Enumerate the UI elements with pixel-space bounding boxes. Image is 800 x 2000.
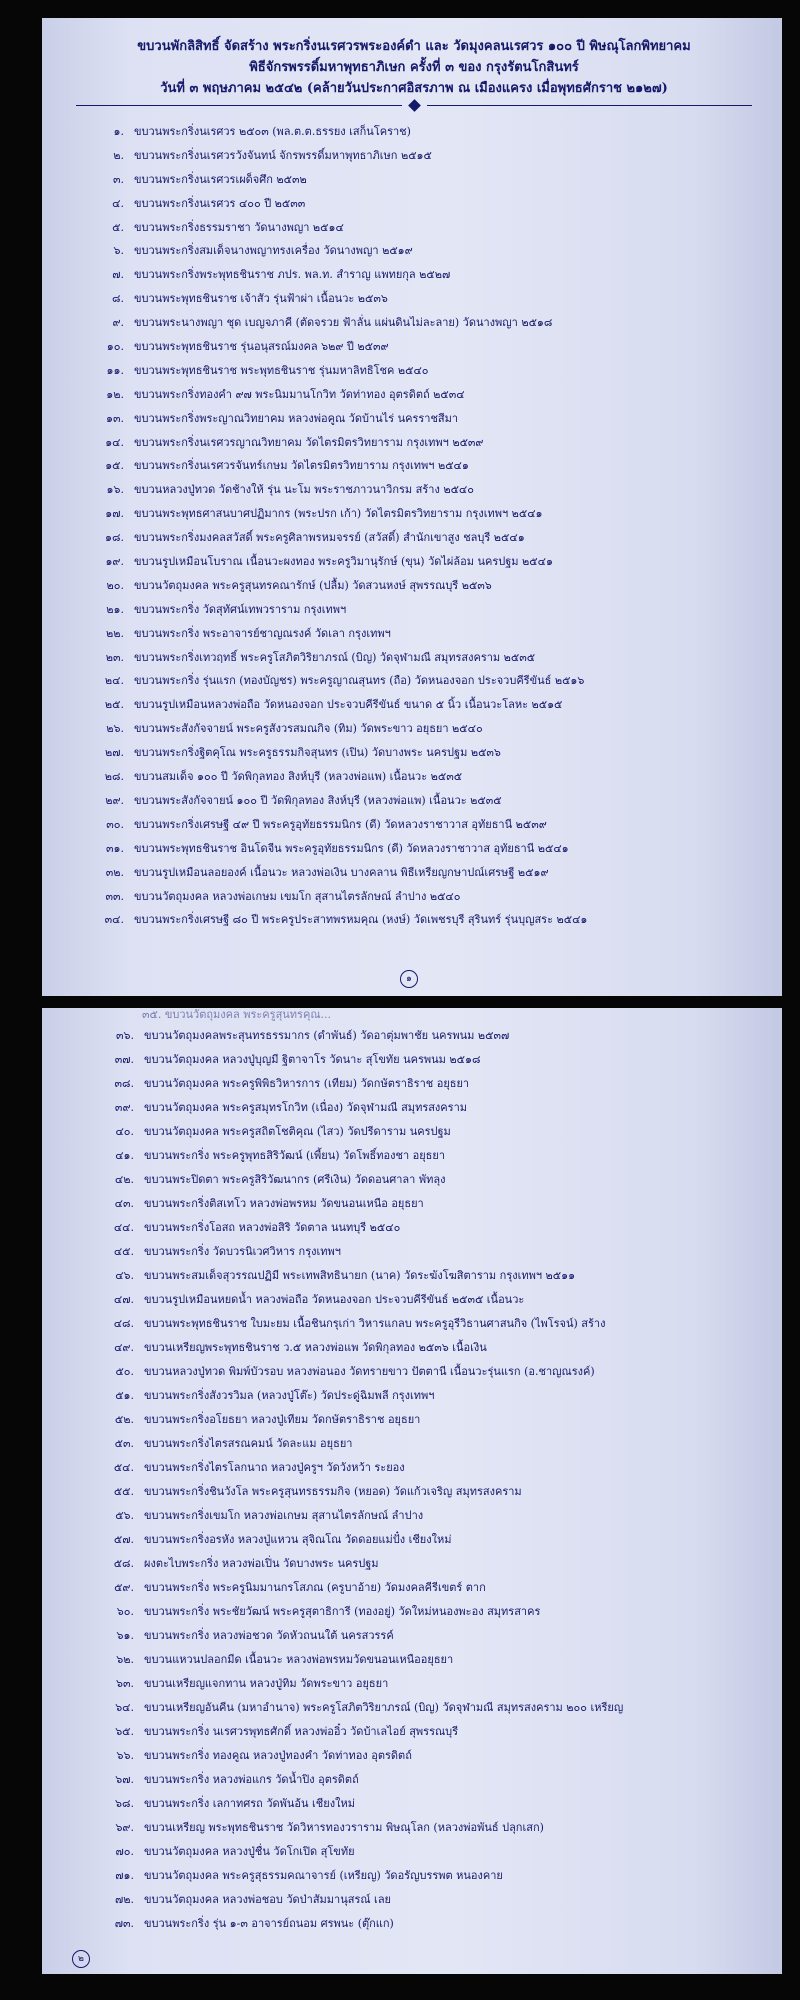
list-item [86, 1192, 752, 1216]
item-number: ๑. [113, 125, 124, 138]
list-item [76, 646, 752, 670]
item-number: ๕๔. [113, 1461, 134, 1474]
item-number: ๗๒. [114, 1893, 134, 1906]
header-line-2: พิธีจักรพรรดิ์มหาพุทธาภิเษก ครั้งที่ ๓ ของ กรุงรัตนโกสินทร์ [249, 60, 579, 75]
page-number-mark: ๒ [72, 1950, 90, 1968]
list-item [86, 1336, 752, 1360]
item-text: ขบวนพระกริ่ง พระครูนิมมานกรโสภณ (ครูบาอ้าย) วัดมงคลคีรีเขตร์ ตาก [144, 1581, 486, 1594]
list-item [86, 1552, 752, 1576]
list-item [86, 1648, 752, 1672]
item-text: ขบวนพระพุทธชินราช อินโดจีน พระครูอุทัยธรรมนิกร (ดี) วัดหลวงราชาวาส อุทัยธานี ๒๕๔๑ [134, 841, 569, 855]
item-number: ๕๖. [115, 1509, 134, 1522]
item-number: ๖๑. [116, 1629, 134, 1642]
item-number: ๒๕. [104, 698, 124, 712]
item-number: ๕๐. [115, 1365, 134, 1378]
list-item [76, 383, 752, 407]
item-text: ขบวนพระสมเด็จสุวรรณปฏิมี พระเทพสิทธินายก (นาค) วัดระฆังโฆสิตาราม กรุงเทพฯ ๒๕๑๑ [144, 1269, 576, 1282]
list-item [76, 359, 752, 383]
list-item [86, 1768, 752, 1792]
item-text: ขบวนพระกริ่ง หลวงพ่อชวด วัดหัวถนนใต้ นครสวรรค์ [144, 1629, 394, 1642]
item-number: ๓๙. [114, 1101, 134, 1114]
document-page-2 [42, 1008, 782, 1974]
item-number: ๓. [112, 172, 124, 186]
item-number: ๖๕. [115, 1725, 134, 1738]
ceremony-item-list [86, 1024, 752, 1936]
item-text: ขบวนรูปเหมือนโบราณ เนื้อนวะผงทอง พระครูวิมานุรักษ์ (ขุน) วัดไผ่ล้อม นครปฐม ๒๕๔๑ [134, 555, 553, 569]
list-item [86, 1312, 752, 1336]
list-item [86, 1840, 752, 1864]
item-number: ๒๑. [106, 602, 124, 616]
list-item [86, 1888, 752, 1912]
list-item [76, 335, 752, 359]
item-text: ขบวนพระกริ่งพระพุทธชินราช ภปร. พล.ท. สำราญ แพทยกุล ๒๕๒๗ [134, 268, 451, 282]
list-item [76, 287, 752, 311]
list-item [86, 1624, 752, 1648]
item-text: ขบวนแหวนปลอกมีด เนื้อนวะ หลวงพ่อพรหมวัดขนอนเหนืออยุธยา [144, 1653, 454, 1666]
list-item [76, 120, 752, 144]
list-item [76, 550, 752, 574]
item-number: ๖. [113, 244, 124, 258]
item-number: ๕๙. [114, 1581, 134, 1594]
item-number: ๖๘. [115, 1797, 134, 1810]
item-text: ขบวนวัตถุมงคล พระครูสุนทรคณารักษ์ (ปลื้ม) วัดสวนหงษ์ สุพรรณบุรี ๒๕๓๖ [134, 578, 492, 592]
item-text: ขบวนพระกริ่งเขมโก หลวงพ่อเกษม สุสานไตรลักษณ์ ลำปาง [144, 1509, 424, 1522]
item-number: ๘. [112, 292, 124, 306]
item-text: ขบวนพระกริ่งชินวังโล พระครูสุนทรธรรมกิจ (หยอด) วัดแก้วเจริญ สมุทรสงคราม [144, 1485, 522, 1498]
item-text: ผงตะไบพระกริ่ง หลวงพ่อเปิ่น วัดบางพระ นครปฐม [144, 1557, 379, 1570]
item-number: ๓๐. [106, 817, 124, 831]
list-item [76, 669, 752, 693]
item-text: ขบวนพระกริ่งเทวฤทธิ์ พระครูโสภิตวิริยาภรณ์ (บิญ) วัดจุฬามณี สมุทรสงคราม ๒๕๓๕ [134, 650, 536, 664]
item-number: ๓๒. [105, 865, 124, 879]
item-text: ขบวนพระกริ่งธรรมราชา วัดนางพญา ๒๕๑๔ [134, 220, 344, 234]
list-item [86, 1168, 752, 1192]
item-number: ๖๗. [115, 1773, 134, 1786]
item-number: ๔๒. [114, 1173, 134, 1186]
item-number: ๑๐. [106, 340, 124, 354]
list-item [76, 885, 752, 909]
list-item [76, 741, 752, 765]
item-text: ขบวนรูปเหมือนหลวงพ่อถือ วัดหนองจอก ประจวบคีรีขันธ์ ขนาด ๕ นิ้ว เนื้อนวะโลหะ ๒๕๑๕ [134, 698, 563, 712]
list-item [86, 1264, 752, 1288]
item-text: ขบวนพระกริ่ง นเรศวรพุทธศักดิ์ หลวงพ่ออิ๋ว วัดบ้าเลไอย์ สุพรรณบุรี [144, 1725, 459, 1738]
item-number: ๓๑. [106, 841, 124, 855]
item-text: ขบวนพระกริ่ง เลกาทศรถ วัดพันอ้น เชียงใหม่ [144, 1797, 355, 1810]
item-number: ๓๖. [116, 1029, 134, 1042]
item-text: ขบวนพระกริ่งไตรโลกนาถ หลวงปู่ครูฯ วัดวังหว้า ระยอง [144, 1461, 405, 1474]
item-number: ๑๖. [106, 483, 124, 497]
item-text: ขบวนพระกริ่งนเรศวรจันทร์เกษม วัดไตรมิตรวิทยาราม กรุงเทพฯ ๒๕๔๑ [134, 459, 469, 473]
page-header [76, 36, 752, 99]
list-item [86, 1144, 752, 1168]
item-number: ๓๗. [114, 1053, 134, 1066]
list-item [86, 1072, 752, 1096]
list-item [86, 1816, 752, 1840]
item-text: ขบวนพระกริ่งสังวรวิมล (หลวงปู่โต๊ะ) วัดประดู่ฉิมพลี กรุงเทพฯ [144, 1389, 435, 1402]
item-number: ๔๓. [114, 1197, 134, 1210]
item-text: ขบวนหลวงปู่ทวด พิมพ์บัวรอบ หลวงพ่อนอง วัดทรายขาว ปัตตานี เนื้อนวะรุ่นแรก (อ.ชาญณรงค์) [144, 1365, 595, 1378]
list-item [76, 407, 752, 431]
item-number: ๒๒. [106, 626, 124, 640]
item-text: ขบวนพระสังกัจจายน์ ๑๐๐ ปี วัดพิกุลทอง สิงห์บุรี (หลวงพ่อแพ) เนื้อนวะ ๒๕๓๕ [134, 793, 502, 807]
item-text: ขบวนพระกริ่งพระญาณวิทยาคม หลวงพ่อคูณ วัดบ้านไร่ นครราชสีมา [134, 411, 459, 425]
item-number: ๑๙. [105, 555, 124, 569]
item-text: ขบวนพระกริ่ง หลวงพ่อแกร วัดน้ำปิง อุตรดิตถ์ [144, 1773, 359, 1786]
item-number: ๑๕. [105, 459, 124, 473]
ceremony-item-list [76, 120, 752, 932]
list-item [76, 502, 752, 526]
item-text: ขบวนพระกริ่งนเรศวรเผด็จศึก ๒๕๓๒ [134, 172, 307, 186]
list-item [86, 1696, 752, 1720]
item-number: ๖๐. [116, 1605, 134, 1618]
item-number: ๑๔. [105, 435, 124, 449]
item-number: ๒๔. [104, 674, 124, 688]
item-number: ๔๖. [115, 1269, 134, 1282]
list-item [86, 1240, 752, 1264]
item-number: ๔๕. [113, 1245, 134, 1258]
list-item [86, 1024, 752, 1048]
list-item [76, 789, 752, 813]
item-text: ขบวนสมเด็จ ๑๐๐ ปี วัดพิกุลทอง สิงห์บุรี (หลวงพ่อแพ) เนื้อนวะ ๒๕๓๕ [134, 770, 463, 784]
item-text: ขบวนพระสังกัจจายน์ พระครูสังวรสมณกิจ (ทิม) วัดพระขาว อยุธยา ๒๕๔๐ [134, 722, 483, 736]
item-number: ๑๗. [105, 507, 124, 521]
item-text: ขบวนเหรียญแจกทาน หลวงปู่ทิม วัดพระขาว อยุธยา [144, 1677, 389, 1690]
item-number: ๖๔. [115, 1701, 134, 1714]
item-text: ขบวนพระกริ่งอรหัง หลวงปู่แหวน สุจิณโณ วัดดอยแม่ปั๋ง เชียงใหม่ [144, 1533, 452, 1546]
item-text: ขบวนพระกริ่ง รุ่น ๑-๓ อาจารย์ถนอม ศรพนะ (ตุ๊กแก) [144, 1917, 394, 1930]
list-item [86, 1096, 752, 1120]
header-line-3: วันที่ ๓ พฤษภาคม ๒๕๔๒ (คล้ายวันประกาศอิสรภาพ ณ เมืองแครง เมื่อพุทธศักราช ๒๑๒๗) [160, 81, 668, 96]
item-number: ๖๓. [116, 1677, 134, 1690]
item-text: ขบวนเหรียญพระพุทธชินราช ว.๕ หลวงพ่อแพ วัดพิกุลทอง ๒๕๓๖ เนื้อเงิน [144, 1341, 487, 1354]
item-number: ๒๓. [105, 650, 124, 664]
item-text: ขบวนพระพุทธชินราช พระพุทธชินราช รุ่นมหาลิทธิโชค ๒๕๔๐ [134, 363, 429, 377]
item-number: ๕๓. [114, 1437, 134, 1450]
item-text: ขบวนพระกริ่ง พระครูพุทธสิริวัฒน์ (เพี้ยน) วัดโพธิ์ทองชา อยุธยา [144, 1149, 446, 1162]
item-text: ขบวนพระกริ่งนเรศวร ๔๐๐ ปี ๒๕๓๓ [134, 196, 306, 210]
item-number: ๕๕. [113, 1485, 134, 1498]
item-number: ๒. [113, 148, 124, 162]
item-number: ๒๐. [106, 578, 124, 592]
list-item [76, 765, 752, 789]
list-item [76, 192, 752, 216]
item-number: ๗. [112, 268, 124, 282]
item-number: ๒๖. [106, 722, 124, 736]
item-number: ๓๘. [114, 1077, 134, 1090]
item-number: ๗๐. [115, 1845, 134, 1858]
item-text: ขบวนพระกริ่งมงคลสวัสดิ์ พระครูศิลาพรหมจรรย์ (สวัสดิ์) สำนักเขาสูง ชลบุรี ๒๕๔๑ [134, 531, 525, 545]
list-item [76, 168, 752, 192]
item-number: ๑๑. [106, 363, 124, 377]
item-text: ขบวนพระกริ่งสมเด็จนางพญาทรงเครื่อง วัดนางพญา ๒๕๑๙ [134, 244, 413, 258]
list-item [86, 1384, 752, 1408]
list-item [76, 431, 752, 455]
item-text: ขบวนพระกริ่งโอสถ หลวงพ่อสิริ วัดตาล นนทบุรี ๒๕๔๐ [144, 1221, 401, 1234]
item-text: ขบวนพระกริ่งไตรสรณคมน์ วัดละแม อยุธยา [144, 1437, 353, 1450]
item-number: ๗๓. [114, 1917, 134, 1930]
list-item [86, 1408, 752, 1432]
list-item [86, 1360, 752, 1384]
list-item [86, 1432, 752, 1456]
list-item [76, 144, 752, 168]
list-item [86, 1048, 752, 1072]
item-text: ขบวนพระนางพญา ชุด เบญจภาคี (ตัดจรวย ฟ้าลั่น แผ่นดินไม่ละลาย) วัดนางพญา ๒๕๑๘ [134, 316, 553, 330]
item-text: ขบวนพระพุทธชินราช ใบมะยม เนื้อชินกรุเก่า วิหารแกลบ พระครูอุรีวิธานศาสนกิจ (ไพโรจน์) สร้าง [144, 1317, 606, 1330]
item-number: ๔๐. [115, 1125, 134, 1138]
list-item [86, 1480, 752, 1504]
item-number: ๕๒. [114, 1413, 134, 1426]
list-item [86, 1216, 752, 1240]
item-number: ๙. [112, 316, 124, 330]
list-item [76, 454, 752, 478]
list-item [76, 693, 752, 717]
item-number: ๕๑. [115, 1389, 134, 1402]
item-text: ขบวนวัตถุมงคล พระครูสมุทรโกวิท (เนื่อง) วัดจุฬามณี สมุทรสงคราม [144, 1101, 468, 1114]
list-item [86, 1792, 752, 1816]
item-number: ๖๒. [116, 1653, 134, 1666]
list-item [86, 1912, 752, 1936]
item-number: ๕๘. [113, 1557, 134, 1570]
list-item [76, 239, 752, 263]
item-number: ๗๑. [115, 1869, 134, 1882]
list-item [76, 526, 752, 550]
item-number: ๔๘. [113, 1317, 134, 1330]
item-text: ขบวนพระกริ่ง พระอาจารย์ชาญณรงค์ วัดเลา กรุงเทพฯ [134, 626, 391, 640]
list-item [76, 478, 752, 502]
list-item [76, 216, 752, 240]
header-line-1: ขบวนพักลิสิทธิ์ จัดสร้าง พระกริ่งนเรศวรพระองค์ดำ และ วัดมุงคลนเรศวร ๑๐๐ ปี พิษณุโลกพิทยาคม [137, 39, 691, 54]
list-item [86, 1864, 752, 1888]
item-text: ขบวนวัตถุมงคล หลวงพ่อเกษม เขมโก สุสานไตรลักษณ์ ลำปาง ๒๕๔๐ [134, 889, 461, 903]
item-number: ๑๘. [105, 531, 124, 545]
item-text: ขบวนพระกริ่ง รุ่นแรก (ทองบัญชร) พระครูญาณสุนทร (ถือ) วัดหนองจอก ประจวบคีรีขันธ์ ๒๕๑๖ [134, 674, 585, 688]
item-text: ขบวนรูปเหมือนลอยองค์ เนื้อนวะ หลวงพ่อเงิน บางคลาน พิธีเหรียญกษาปณ์เศรษฐี ๒๕๑๙ [134, 865, 549, 879]
list-item [86, 1504, 752, 1528]
item-text: ขบวนพระกริ่ง วัดสุทัศน์เทพวราราม กรุงเทพฯ [134, 602, 347, 616]
list-item [86, 1600, 752, 1624]
list-item [76, 598, 752, 622]
list-item [86, 1744, 752, 1768]
item-text: ขบวนหลวงปู่ทวด วัดช้างให้ รุ่น นะโม พระราชภาวนาวิกรม สร้าง ๒๕๔๐ [134, 483, 474, 497]
item-text: ขบวนพระกริ่งนเรศวรญาณวิทยาคม วัดไตรมิตรวิทยาราม กรุงเทพฯ ๒๕๓๙ [134, 435, 484, 449]
item-text: ขบวนวัตถุมงคล พระครูสุธรรมคณาจารย์ (เหรียญ) วัดอรัญบรรพต หนองคาย [144, 1869, 503, 1882]
list-item [76, 574, 752, 598]
item-text: ขบวนวัตถุมงคลพระสุนทรธรรมากร (ดำพันธ์) วัดอาตุ่มพาชัย นครพนม ๒๕๓๗ [144, 1029, 510, 1042]
list-item [86, 1720, 752, 1744]
list-item [76, 622, 752, 646]
list-item [76, 813, 752, 837]
item-number: ๕๗. [113, 1533, 134, 1546]
item-text: ขบวนพระกริ่งทองคำ ๙๗ พระนิมมานโกวิท วัดท่าทอง อุตรดิตถ์ ๒๕๓๔ [134, 387, 465, 401]
item-text: ขบวนพระกริ่งเศรษฐี ๔๙ ปี พระครูอุทัยธรรมนิกร (ดี) วัดหลวงราชาวาส อุทัยธานี ๒๕๓๙ [134, 817, 547, 831]
list-item [76, 311, 752, 335]
item-text: ขบวนเหรียญอันคีน (มหาอำนาจ) พระครูโสภิตวิริยาภรณ์ (บิญ) วัดจุฬามณี สมุทรสงคราม ๒๐๐ เหรียญ [144, 1701, 624, 1714]
item-number: ๕. [112, 220, 124, 234]
item-text: ขบวนวัตถุมงคล พระครูพิพิธวิหารการ (เทียม) วัดกษัตราธิราช อยุธยา [144, 1077, 470, 1090]
item-number: ๔๗. [113, 1293, 134, 1306]
item-number: ๖๖. [116, 1749, 134, 1762]
list-item [86, 1288, 752, 1312]
item-text: ขบวนรูปเหมือนหยดน้ำ หลวงพ่อถือ วัดหนองจอก ประจวบคีรีขันธ์ ๒๕๓๕ เนื้อนวะ [144, 1293, 525, 1306]
list-item [76, 861, 752, 885]
list-item [86, 1528, 752, 1552]
list-item [86, 1120, 752, 1144]
item-text: ขบวนเหรียญ พระพุทธชินราช วัดวิหารทองวราราม พิษณุโลก (หลวงพ่อพันธ์ ปลุกเสก) [144, 1821, 544, 1834]
cut-off-line: ๓๕. ขบวนวัตถุมงคล พระครูสุนทรคุณ... [142, 1008, 332, 1021]
item-text: ขบวนพระกริ่งติสเทโว หลวงพ่อพรหม วัดขนอนเหนือ อยุธยา [144, 1197, 424, 1210]
item-text: ขบวนพระกริ่งนเรศวรวังจันทน์ จักรพรรดิ์มหาพุทธาภิเษก ๒๕๑๕ [134, 148, 432, 162]
list-item [86, 1672, 752, 1696]
diamond-ornament [408, 99, 421, 112]
list-item [86, 1456, 752, 1480]
item-number: ๒๙. [105, 793, 124, 807]
item-number: ๑๓. [106, 411, 124, 425]
item-text: ขบวนพระกริ่ง วัดบวรนิเวศวิหาร กรุงเทพฯ [144, 1245, 341, 1258]
item-text: ขบวนพระกริ่งอโยธยา หลวงปู่เทียม วัดกษัตราธิราช อยุธยา [144, 1413, 421, 1426]
item-text: ขบวนพระกริ่งนเรศวร ๒๕๐๓ (พล.ต.ต.ธรรยง เสก็นโคราช) [134, 125, 411, 138]
item-text: ขบวนวัตถุมงคล พระครูสถิตโชติคุณ (ไสว) วัดปรีดาราม นครปฐม [144, 1125, 451, 1138]
item-text: ขบวนพระพุทธชินราช เจ้าสัว รุ่นฟ้าผ่า เนื้อนวะ ๒๕๓๖ [134, 292, 388, 306]
list-item [76, 263, 752, 287]
page-number-mark: ๑ [400, 970, 418, 988]
item-text: ขบวนพระกริ่ง ทองคูณ หลวงปู่ทองคำ วัดท่าทอง อุตรดิตถ์ [144, 1749, 412, 1762]
item-text: ขบวนพระพุทธชินราช รุ่นอนุสรณ์มงคล ๖๒๙ ปี ๒๕๓๙ [134, 340, 389, 354]
item-number: ๔๑. [115, 1149, 134, 1162]
item-number: ๔๙. [114, 1341, 134, 1354]
item-number: ๓๓. [105, 889, 124, 903]
item-text: ขบวนพระพุทธศาสนบาศปฏิมากร (พระปรก เก้า) วัดไตรมิตรวิทยาราม กรุงเทพฯ ๒๕๔๑ [134, 507, 543, 521]
list-item [86, 1576, 752, 1600]
list-item [76, 837, 752, 861]
item-text: ขบวนพระปิดตา พระครูสิริวัฒนากร (ศรีเงิน) วัดดอนศาลา พัทลุง [144, 1173, 446, 1186]
item-text: ขบวนพระกริ่ง พระชัยวัฒน์ พระครูสุตาธิการี (ทองอยู่) วัดใหม่หนองพะอง สมุทรสาคร [144, 1605, 541, 1618]
item-number: ๖๙. [115, 1821, 134, 1834]
ornament-divider [76, 101, 752, 110]
document-page-1 [42, 18, 782, 996]
item-number: ๔๔. [113, 1221, 134, 1234]
item-number: ๔. [112, 196, 124, 210]
list-item [76, 717, 752, 741]
item-number: ๒๗. [104, 746, 124, 760]
item-text: ขบวนวัตถุมงคล หลวงปู่บุญมี ฐิตาจาโร วัดนาะ สุโขทัย นครพนม ๒๕๑๘ [144, 1053, 481, 1066]
item-number: ๒๘. [104, 770, 124, 784]
item-text: ขบวนพระกริ่งฐิตคุโณ พระครูธรรมกิจสุนทร (เปิน) วัดบางพระ นครปฐม ๒๕๓๖ [134, 746, 501, 760]
item-number: ๑๒. [106, 387, 124, 401]
item-text: ขบวนวัตถุมงคล หลวงพ่อชอบ วัดป่าสัมมานุสรณ์ เลย [144, 1893, 392, 1906]
item-text: ขบวนวัตถุมงคล หลวงปู่ชื่น วัดโกเปิด สุโขทัย [144, 1845, 355, 1858]
list-item [76, 908, 752, 932]
item-text: ขบวนพระกริ่งเศรษฐี ๘๐ ปี พระครูประสาทพรหมคุณ (หงษ์) วัดเพชรบุรี สุรินทร์ รุ่นบุญสระ ๒๕๔๑ [134, 913, 588, 927]
item-number: ๓๔. [104, 913, 124, 927]
